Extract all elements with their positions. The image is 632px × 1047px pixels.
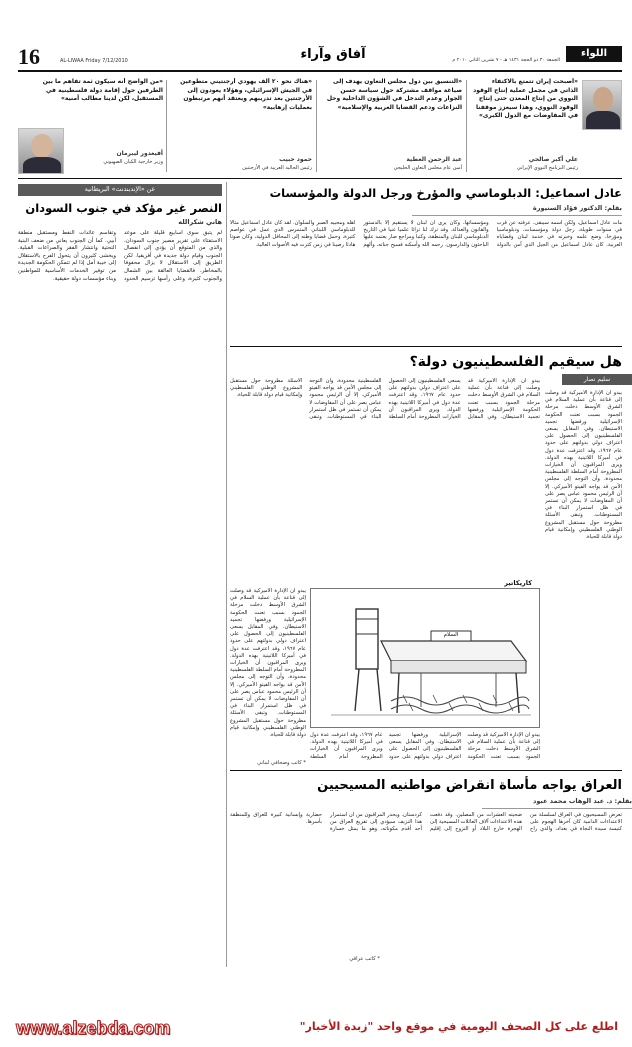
quote-text: «من الواضح أنه سيكون ثمة تفاهم ما بين الطرفين حول إقامة دولة فلسطينية في المستقبل، لكن لدينا مطالب أمنية»	[42, 78, 163, 102]
masthead	[18, 44, 622, 70]
masthead-rule	[18, 70, 622, 72]
article3-byline: هاني شكرالله	[178, 218, 222, 226]
quote-card-attiyah	[322, 76, 462, 176]
quote-text: «أصبحت إيران تتمتع بالاكتفاء الذاتي في مجمل عملية إنتاج الوقود النووي من إنتاج المعدن حتى إنتاج الوقود النووي، وهذا سيعزز موقفنا في المفاوضات مع الدول الكبرى»	[473, 78, 578, 119]
quote-author: عبد الرحمن العطية	[406, 156, 462, 163]
cartoon	[310, 579, 540, 728]
quote-author: علي أكبر صالحي	[528, 156, 578, 163]
article2-body-left: يبدو أن الإدارة الأميركية قد وصلت إلى قناعة بأن عملية السلام في الشرق الأوسط دخلت مرحلة الجمود بسبب تعنت الحكومة الإسرائيلية ورفضها تجميد الاستيطان. وفي المقابل يسعى الفلسطينيون إلى الحصول على اعتراف دولي بدولتهم على حدود عام ١٩٦٧، وقد اعترفت عدة دول في أميركا اللاتينية بهذه الدولة. ويرى المراقبون أن الخيارات المطروحة أمام السلطة الفلسطينية محدودة، وأن التوجه إلى مجلس الأمن قد يواجه الفيتو الأميركي. إلا أن الرئيس محمود عباس يصر على أن المفاوضات لا يمكن أن تستمر في ظل استمرار البناء في المستوطنات. وتبقى الأسئلة مطروحة حول مستقبل المشروع الوطني الفلسطيني وإمكانية قيام دولة قابلة للحياة.	[230, 588, 306, 739]
lieberman-photo	[18, 128, 64, 174]
salehi-photo	[582, 80, 622, 130]
article4-end-note: * كاتب عراقي	[349, 956, 380, 962]
quote-text: «التنسيق بين دول مجلس التعاون يهدف إلى صياغة مواقف مشتركة حول سياسة حسن الجوار وعدم التدخل في الشؤون الداخلية وحل النزاعات ودعم القضايا العربية والإسلامية»	[326, 78, 462, 111]
quote-card-salehi	[472, 76, 622, 176]
footer-slogan: اطلع على كل الصحف اليومية في موقع واحد "زبدة الأخبار"	[299, 1020, 618, 1033]
article2-end-note: * كاتب وصحافي لبناني	[257, 760, 306, 766]
logo-text: اللواء	[580, 48, 608, 59]
quotes-row	[18, 76, 622, 178]
page-number: 16	[18, 44, 40, 69]
footer-banner	[0, 1010, 632, 1047]
footer-url[interactable]: www.alzebda.com	[16, 1018, 171, 1038]
date-en: AL-LIWAA Friday 7/12/2010	[60, 58, 128, 64]
article4-body: تعرض المسيحيون في العراق لسلسلة من الاعتداءات الدامية كان آخرها الهجوم على كنيسة سيدة النجاة في بغداد، والذي راح ضحيته العشرات من المصلين. وقد دفعت هذه الاعتداءات آلاف العائلات المسيحية إلى الهجرة خارج البلاد أو النزوح إلى إقليم كردستان. ويحذر المراقبون من أن استمرار هذا النزيف سيؤدي إلى تفريغ العراق من أحد أقدم مكوناته، وهو ما يمثل خسارة حضارية وإنسانية كبيرة للعراق وللمنطقة بأسرها.	[230, 812, 622, 833]
quote-role: أمين عام مجلس التعاون الخليجي	[393, 165, 462, 171]
article3-kicker-bar	[18, 184, 222, 196]
quote-role: رئيس الجالية العربية في الأرجنتين	[242, 165, 312, 171]
logo	[566, 46, 622, 62]
quote-card-habib	[172, 76, 312, 176]
quote-author: أفيغدور ليبرمان	[116, 150, 163, 157]
quote-role: رئيس البرنامج النووي الإيراني	[516, 165, 578, 171]
cartoon-label: كاريكاتير	[501, 579, 535, 587]
article2-body-under-cartoon: يبدو أن الإدارة الأميركية قد وصلت إلى قناعة بأن عملية السلام في الشرق الأوسط دخلت مرحلة الجمود بسبب تعنت الحكومة الإسرائيلية ورفضها تجميد الاستيطان. وفي المقابل يسعى الفلسطينيون إلى الحصول على اعتراف دولي بدولتهم على حدود عام ١٩٦٧، وقد اعترفت عدة دول في أميركا اللاتينية بهذه الدولة. ويرى المراقبون أن الخيارات المطروحة أمام السلطة	[310, 732, 540, 760]
date-ar: الجمعة ٣٠ ذو الحجة ١٤٣١ هـ - ٧ تشرين الثاني ٢٠١٠ م	[452, 58, 560, 63]
article1-title: عادل اسماعيل: الدبلوماسي والمؤرخ ورجل الدولة والمؤسسات	[269, 186, 622, 200]
article3-body: لم يتبق سوى أسابيع قليلة على موعد الاستفتاء على تقرير مصير جنوب السودان، والذي من المتوقع أن يؤدي إلى انفصال الجنوب وقيام دولة جديدة في أفريقيا. لكن الطريق إلى الاستقلال لا يزال محفوفا بالمخاطر، فالقضايا العالقة بين الشمال والجنوب كثيرة، وعلى رأسها ترسيم الحدود وتقاسم عائدات النفط ومستقبل منطقة أبيي. كما أن الجنوب يعاني من ضعف البنية التحتية وانتشار الفقر والصراعات القبلية. ويخشى كثيرون أن يتحول الفرح بالاستقلال إلى خيبة أمل إذا لم تتمكن الحكومة الجديدة من توفير الخدمات الأساسية للمواطنين وبناء مؤسسات دولة حقيقية.	[18, 230, 222, 282]
article2-byline-bar	[562, 374, 632, 385]
article1-body: مات عادل اسماعيل، ولكن اسمه سيبقى. عرفته عن قرب في سنوات طويلة، رجل دولة ومؤسسات، ودبلوماسيا ومؤرخا، وضع علمه وخبرته في خدمة لبنان وقضاياه العربية. كان عادل اسماعيل من الجيل الذي آمن بالدولة ومؤسساتها، وكان يرى أن لبنان لا يستقيم إلا بالدستور والقانون والعدالة. وقد ترك لنا تراثا علميا غنيا في التاريخ الدبلوماسي للبنان والمنطقة، وكتبا ومراجع صار يعتمد عليها الباحثون والدارسون. رحمه الله وأسكنه فسيح جناته، وألهم أهله ومحبيه الصبر والسلوان. لقد كان عادل اسماعيل مثالا للدبلوماسي اللبناني المتمرس الذي عمل في عواصم كثيرة، وحمل قضايا وطنه إلى المحافل الدولية، وكان صوتا هادئا رصينا في زمن كثرت فيه الأصوات العالية.	[230, 220, 622, 248]
article3-title: النصر غير مؤكد في جنوب السودان	[25, 201, 222, 215]
quote-text: «هناك نحو ٢٠ ألف يهودي أرجنتيني متطوعين في الجيش الإسرائيلي، وهؤلاء يعودون إلى الأرجنتين بعد تدريبهم ويعتقد أنهم مرتبطون بعمليات إرهابية»	[180, 78, 312, 111]
cartoon-drawing	[311, 589, 539, 727]
article2-body-main: يبدو أن الإدارة الأميركية قد وصلت إلى قناعة بأن عملية السلام في الشرق الأوسط دخلت مرحلة الجمود بسبب تعنت الحكومة الإسرائيلية ورفضها تجميد الاستيطان. وفي المقابل يسعى الفلسطينيون إلى الحصول على اعتراف دولي بدولتهم على حدود عام ١٩٦٧، وقد اعترفت عدة دول في أميركا اللاتينية بهذه الدولة. ويرى المراقبون أن الخيارات المطروحة أمام السلطة الفلسطينية محدودة، وأن التوجه إلى مجلس الأمن قد يواجه الفيتو الأميركي. إلا أن الرئيس محمود عباس يصر على أن المفاوضات لا يمكن أن تستمر في ظل استمرار البناء في المستوطنات. وتبقى الأسئلة مطروحة حول مستقبل المشروع الوطني الفلسطيني وإمكانية قيام دولة قابلة للحياة.	[230, 378, 540, 421]
article3-kicker: عن «الإندبندنت» البريطانية	[84, 186, 156, 193]
article1-byline: بقلم: الدكتور فؤاد السنيورة	[532, 204, 622, 212]
cartoon-sign: السلام	[443, 632, 459, 638]
article2-title: هل سيقيم الفلسطينيون دولة؟	[409, 354, 622, 370]
section-title: آفاق وآراء	[300, 47, 366, 62]
article2-byline: سليم نصار	[583, 376, 611, 383]
article1-byline-bar	[412, 204, 622, 216]
quote-card-lieberman	[18, 76, 163, 176]
quote-author: حمود حبيب	[279, 156, 312, 163]
quote-role: وزير خارجية الكيان الصهيوني	[103, 159, 163, 165]
article4-byline: بقلم: د. عبد الوهاب محمد عبود	[533, 797, 632, 805]
article2-body-right: يبدو أن الإدارة الأميركية قد وصلت إلى قناعة بأن عملية السلام في الشرق الأوسط دخلت مرحلة الجمود بسبب تعنت الحكومة الإسرائيلية ورفضها تجميد الاستيطان. وفي المقابل يسعى الفلسطينيون إلى الحصول على اعتراف دولي بدولتهم على حدود عام ١٩٦٧، وقد اعترفت عدة دول في أميركا اللاتينية بهذه الدولة. ويرى المراقبون أن الخيارات المطروحة أمام السلطة الفلسطينية محدودة، وأن التوجه إلى مجلس الأمن قد يواجه الفيتو الأميركي. إلا أن الرئيس محمود عباس يصر على أن المفاوضات لا يمكن أن تستمر في ظل استمرار البناء في المستوطنات. وتبقى الأسئلة مطروحة حول مستقبل المشروع الوطني الفلسطيني وإمكانية قيام دولة قابلة للحياة.	[545, 390, 622, 541]
article4-title: العراق يواجه مأساة انقراض مواطنيه المسيحيين	[317, 778, 622, 793]
article4-byline-bar	[482, 797, 632, 809]
